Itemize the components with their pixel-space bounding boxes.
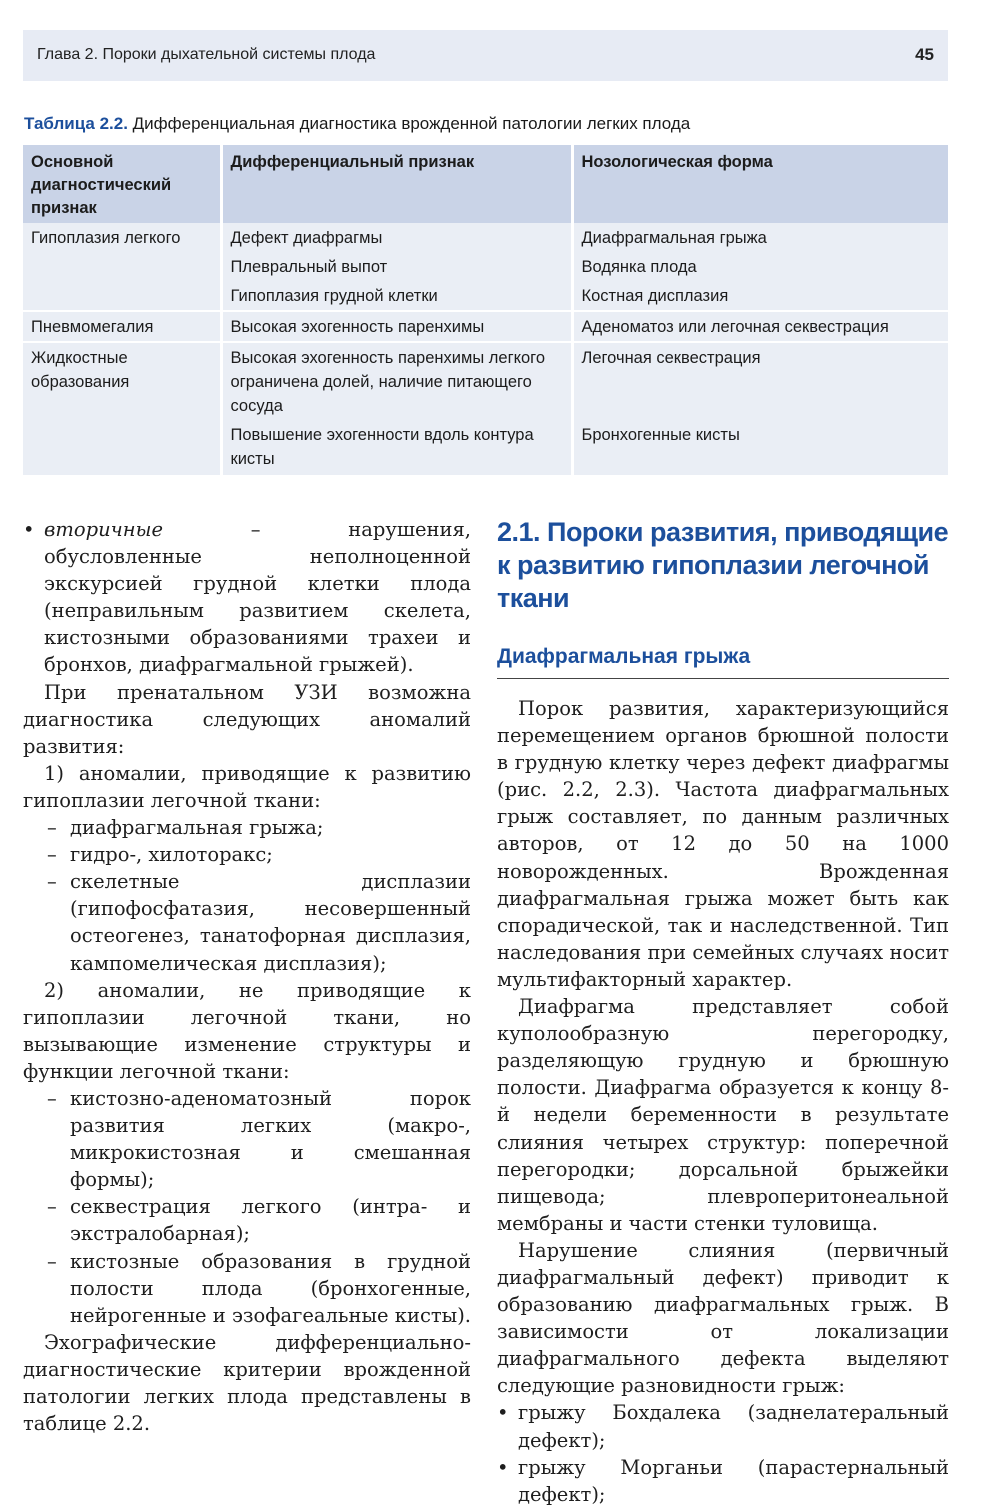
numbered-item: 2) аномалии, не приводящие к гипоплазии легочной ткани, но вызывающие изменение структуры и функции легочной ткани: [23,978,471,1083]
diagnosis-table [23,145,948,475]
header-cell-primary-sign: Основной диагностический признак [23,145,221,223]
list-item: • грыжу Морганьи (парастернальный дефект); [497,1454,949,1508]
table-cell [23,252,221,281]
left-column [23,516,471,1437]
table-row [23,252,948,281]
paragraph: При пренатальном УЗИ возможна диагностика следующих аномалий развития: [23,680,471,758]
list-item: – гидро-, хилоторакс; [23,841,471,868]
table-cell: Дефект диафрагмы [221,223,572,252]
table-row [23,281,948,311]
paragraph: Нарушение слияния (первичный диафрагмальный дефект) приводит к образованию диафрагмальных грыж. В зависимости от локализации диафрагмального дефекта выделяют следующие разновидности грыж: [497,1238,949,1398]
list-item: – кистозно-аденоматозный порок развития легких (макро-, микрокистозная и смешанная формы); [23,1085,471,1193]
table-row [23,311,948,342]
table-cell: Высокая эхогенность паренхимы [221,311,572,342]
table-cell: Пневмомегалия [23,311,221,342]
list-item: – диафрагмальная грыжа; [23,814,471,841]
table-cell: Костная дисплазия [572,281,948,311]
table-cell: Водянка плода [581,258,697,276]
table-cell: Жидкостные образования [23,342,221,420]
table-row [23,342,948,420]
header-cell-differential-sign: Дифференциальный признак [221,145,572,223]
table-cell [23,281,221,311]
list-item: – кистозные образования в грудной полости плода (бронхогенные, нейрогенные и эзофагеальные кисты). [23,1248,471,1329]
section-body [497,695,949,1508]
numbered-item: 1) аномалии, приводящие к развитию гипоплазии легочной ткани: [23,761,471,812]
table-cell: Бронхогенные кисты [581,426,740,444]
subsection-title: Диафрагмальная грыжа [497,643,949,679]
table-header-row [23,145,948,223]
table-row [23,420,948,475]
list-item [23,516,471,679]
list-item: • грыжу Бохдалека (заднелатеральный дефект); [497,1399,949,1453]
table-caption-text: Дифференциальная диагностика врожденной патологии легких плода [127,114,691,133]
table-cell: Диафрагмальная грыжа [581,229,767,247]
table-cell: Легочная секвестрация [581,349,761,367]
table-caption [24,114,948,134]
table-caption-label: Таблица 2.2. [24,114,128,133]
paragraph: Диафрагма представляет собой куполообразную перегородку, разделяющую грудную и брюшную полости. Диафрагма образуется к концу 8-й недели беременности в результате слияния четырех структур: поперечной перегородки; дорсальной брыжейки пищевода; плевроперитонеальной мембраны и части стенки туловища. [497,995,949,1235]
table-cell: Плевральный выпот [221,252,572,281]
table-cell: Аденоматоз или легочная секвестрация [572,311,948,342]
running-header [23,30,948,81]
list-item: – скелетные дисплазии (гипофосфатазия, несовершенный остеогенез, танатофорная дисплазия, кампомелическая дисплазия); [23,868,471,976]
header-cell-nosological-form: Нозологическая форма [572,145,948,223]
paragraph: Порок развития, характеризующийся перемещением органов брюшной полости в грудную клетку через дефект диафрагмы (рис. 2.2, 2.3). Частота диафрагмальных грыж составляет, по данным различных авторов, от 12 до 50 на 1000 новорожденных. Врожденная диафрагмальная грыжа может быть как спорадической, так и наследственной. Тип наследования при семейных случаях носит мультифакторный характер. [497,697,949,991]
page-number: 45 [915,45,934,64]
bullet-text: – нарушения, обусловленные неполноценной экскурсией грудной клетки плода (неправильным развитием скелета, кистозными образованиями трахеи и бронхов, диафрагмальной грыжей). [44,518,471,677]
table-cell: Гипоплазия легкого [23,223,221,252]
right-column [497,516,949,1508]
bullet-term: вторичные [44,518,164,541]
table-cell: Высокая эхогенность паренхимы легкого ограничена долей, наличие питающего сосуда [221,342,572,420]
paragraph: Эхографические дифференциально-диагностические критерии врожденной патологии легких плода представлены в таблице 2.2. [23,1330,471,1436]
chapter-title: Глава 2. Пороки дыхательной системы плода [37,46,376,63]
table-cell: Гипоплазия грудной клетки [221,281,572,311]
list-item: – секвестрация легкого (интра- и экстралобарная); [23,1193,471,1247]
section-title: 2.1. Пороки развития, приводящие к развитию гипоплазии легочной ткани [497,517,949,613]
table-row [23,223,948,252]
table-cell: Повышение эхогенности вдоль контура кисты [221,420,572,475]
table-cell [23,420,221,475]
